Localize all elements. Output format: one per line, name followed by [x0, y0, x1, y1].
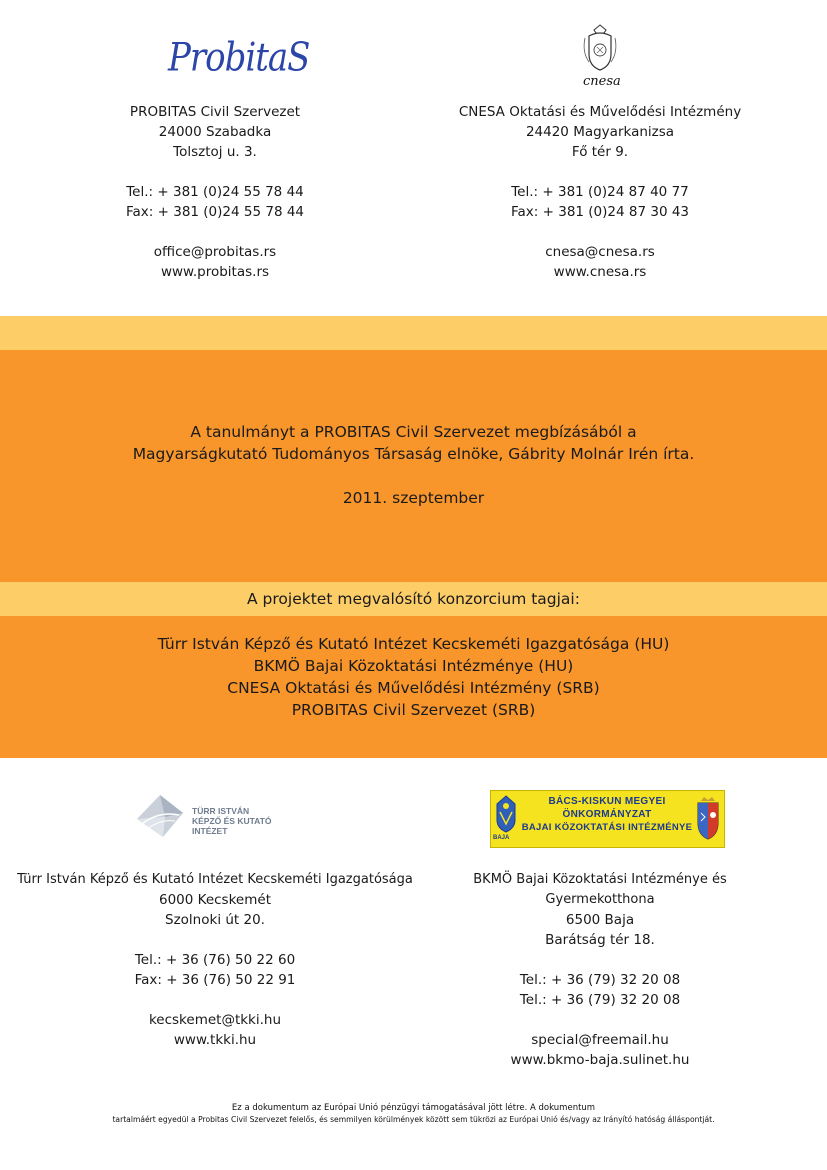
cnesa-contact — [440, 102, 760, 282]
cnesa-logo-text: cnesa — [583, 74, 621, 89]
study-date: 2011. szeptember — [342, 489, 485, 507]
tkki-name: Türr István Képző és Kutató Intézet Kecskeméti Igazgatósága — [17, 872, 413, 887]
probitas-name: PROBITAS Civil Szervezet — [129, 104, 301, 120]
cnesa-email[interactable]: cnesa@cnesa.rs — [545, 244, 655, 260]
probitas-logo: ProbitaS — [168, 35, 310, 81]
bkmo-banner-line: BÁCS-KISKUN MEGYEI — [548, 796, 666, 807]
bkmo-tel-2: Tel.: + 36 (79) 32 20 08 — [519, 992, 681, 1008]
probitas-fax: Fax: + 381 (0)24 55 78 44 — [126, 204, 304, 220]
cnesa-web[interactable]: www.cnesa.rs — [553, 264, 647, 280]
bkmo-banner-line: BAJAI KÖZOKTATÁSI INTÉZMÉNYE — [521, 822, 693, 833]
probitas-email[interactable]: office@probitas.rs — [153, 244, 277, 260]
tkki-contact — [10, 870, 420, 1050]
bkmo-banner-small: BAJA — [493, 835, 510, 841]
study-line-1: A tanulmányt a PROBITAS Civil Szervezet megbízásából a — [190, 423, 637, 441]
tkki-tel: Tel.: + 36 (76) 50 22 60 — [134, 952, 296, 968]
consortium-member: CNESA Oktatási és Művelődési Intézmény (SRB) — [227, 679, 600, 697]
bkmo-name: BKMÖ Bajai Közoktatási Intézménye és Gyermekotthona — [473, 872, 727, 907]
consortium-members — [0, 633, 827, 721]
bkmo-postal: 6500 Baja — [565, 912, 635, 928]
cnesa-fax: Fax: + 381 (0)24 87 30 43 — [511, 204, 689, 220]
tkki-logo-line: INTÉZET — [192, 826, 228, 836]
consortium-member: Türr István Képző és Kutató Intézet Kecskeméti Igazgatósága (HU) — [157, 635, 670, 653]
bkmo-coat-of-arms-icon — [696, 795, 720, 841]
bkmo-web[interactable]: www.bkmo-baja.sulinet.hu — [510, 1052, 690, 1068]
bkmo-email[interactable]: special@freemail.hu — [531, 1032, 669, 1048]
cnesa-postal: 24420 Magyarkanizsa — [525, 124, 675, 140]
top-light-band — [0, 316, 827, 350]
consortium-band — [0, 616, 827, 758]
tkki-street: Szolnoki út 20. — [165, 912, 265, 928]
tkki-logo-text — [192, 806, 272, 836]
bkmo-street: Barátság tér 18. — [545, 932, 655, 948]
tkki-email[interactable]: kecskemet@tkki.hu — [148, 1012, 282, 1028]
tkki-logo-line: KÉPZŐ ÉS KUTATÓ — [192, 816, 272, 826]
bkmo-contact — [420, 870, 780, 1070]
bkmo-banner-text — [521, 795, 693, 834]
cnesa-tel: Tel.: + 381 (0)24 87 40 77 — [511, 184, 689, 200]
consortium-member: BKMÖ Bajai Közoktatási Intézménye (HU) — [253, 657, 574, 675]
bkmo-banner — [490, 790, 725, 848]
bkmo-left-emblem-icon — [495, 794, 517, 836]
probitas-contact — [80, 102, 350, 282]
disclaimer-line-1: Ez a dokumentum az Európai Unió pénzügyi támogatásával jött létre. A dokumentum — [231, 1103, 596, 1113]
cnesa-street: Fő tér 9. — [571, 144, 629, 160]
bkmo-banner-line: ÖNKORMÁNYZAT — [562, 809, 652, 820]
cnesa-name: CNESA Oktatási és Művelődési Intézmény — [458, 104, 742, 120]
probitas-web[interactable]: www.probitas.rs — [160, 264, 270, 280]
probitas-street: Tolsztoj u. 3. — [173, 144, 257, 160]
consortium-heading: A projektet megvalósító konzorcium tagjai: — [247, 590, 580, 608]
tkki-postal: 6000 Kecskemét — [159, 892, 271, 908]
consortium-member: PROBITAS Civil Szervezet (SRB) — [291, 701, 536, 719]
eu-disclaimer — [0, 1102, 827, 1126]
consortium-heading-band — [0, 582, 827, 616]
tkki-web[interactable]: www.tkki.hu — [173, 1032, 257, 1048]
study-line-2: Magyarságkutató Tudományos Társaság elnöke, Gábrity Molnár Irén írta. — [132, 445, 695, 463]
probitas-postal: 24000 Szabadka — [158, 124, 272, 140]
probitas-tel: Tel.: + 381 (0)24 55 78 44 — [126, 184, 304, 200]
tkki-logo-line: TÜRR ISTVÁN — [192, 806, 250, 816]
cnesa-emblem-icon — [580, 24, 620, 74]
tkki-logo-icon — [135, 793, 185, 839]
bkmo-tel: Tel.: + 36 (79) 32 20 08 — [519, 972, 681, 988]
tkki-fax: Fax: + 36 (76) 50 22 91 — [134, 972, 296, 988]
study-band — [0, 350, 827, 582]
disclaimer-line-2: tartalmáért egyedül a Probitas Civil Szervezet felelős, és semmilyen körülmények között sem tükrözi az Európai Unió és/vagy az Irányító hatóság álláspontját. — [112, 1115, 715, 1124]
